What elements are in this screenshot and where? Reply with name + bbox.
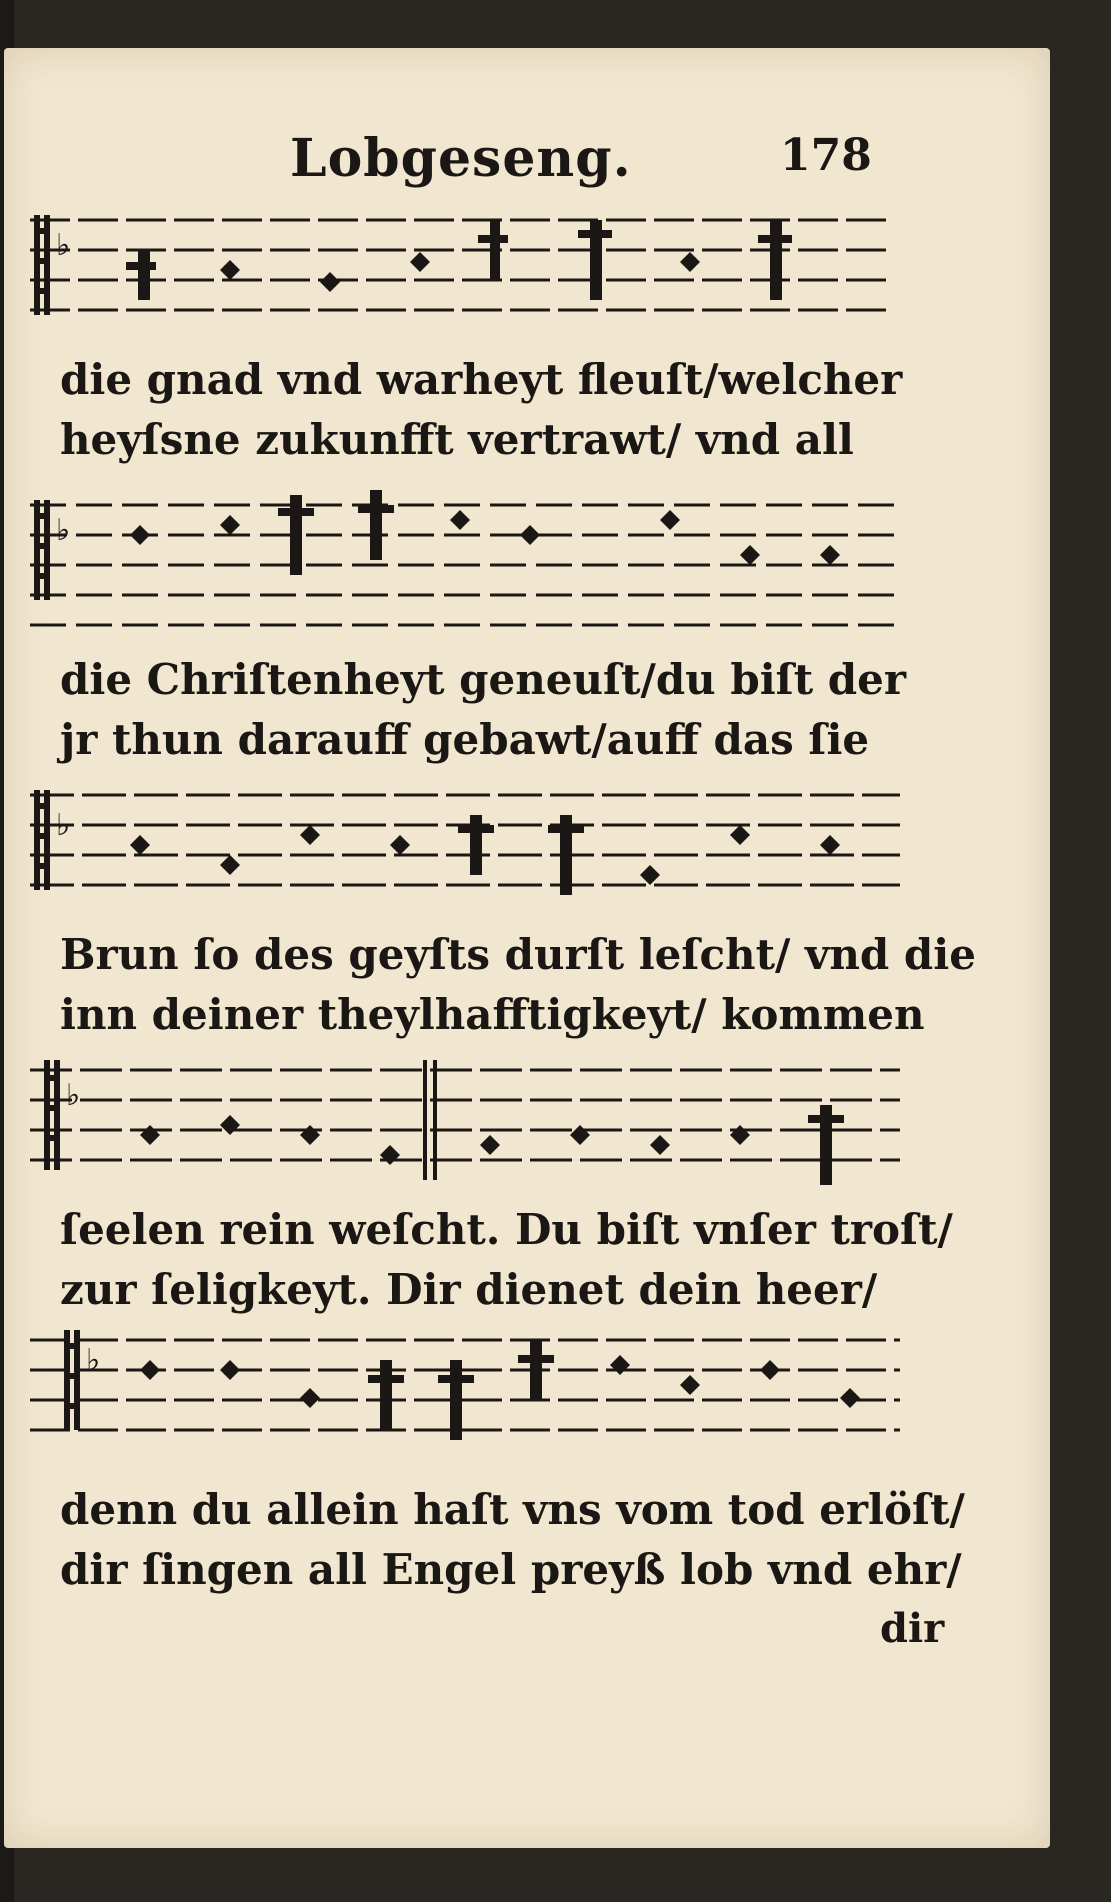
- lyric-line: ſeelen rein weſcht. Du biſt vnſer troſt/: [60, 1205, 953, 1254]
- lyrics-block-4: [60, 1200, 953, 1320]
- lyrics-block-2: [60, 650, 906, 770]
- svg-text:♭: ♭: [66, 1078, 81, 1113]
- clef-icon: [34, 215, 70, 315]
- catchword: dir: [880, 1605, 945, 1652]
- lyric-line: jr thun darauff gebawt/auff das ſie: [60, 715, 870, 764]
- clef-icon: [34, 500, 70, 600]
- lyrics-block-1: [60, 350, 902, 470]
- music-staff-3: [30, 780, 900, 920]
- lyric-line: zur ſeligkeyt. Dir dienet dein heer/: [60, 1265, 878, 1314]
- clef-icon: [64, 1330, 100, 1430]
- lyrics-block-5: [60, 1480, 965, 1600]
- page-number: 178: [780, 130, 872, 181]
- music-staff-5: [30, 1320, 900, 1460]
- page-header: [0, 120, 1111, 200]
- svg-text:♭: ♭: [56, 808, 71, 843]
- svg-text:♭: ♭: [56, 228, 71, 263]
- music-staff-1: [30, 200, 900, 340]
- lyric-line: die Chriſtenheyt geneuſt/du biſt der: [60, 655, 906, 704]
- lyric-line: inn deiner theylhafftigkeyt/ kommen: [60, 990, 925, 1039]
- clef-icon: [34, 790, 70, 890]
- lyrics-block-3: [60, 925, 976, 1045]
- music-staff-2: [30, 490, 900, 630]
- running-title: Lobgeseng.: [290, 128, 632, 189]
- clef-icon: [44, 1060, 80, 1170]
- svg-text:♭: ♭: [56, 513, 71, 548]
- lyric-line: heyſsne zukunfft vertrawt/ vnd all: [60, 415, 854, 464]
- notes: [140, 1340, 860, 1440]
- notes: [130, 490, 840, 575]
- notes: [126, 220, 792, 300]
- lyric-line: Brun ſo des geyſts durſt leſcht/ vnd die: [60, 930, 976, 979]
- double-barline: [425, 1060, 435, 1180]
- music-staff-4: [30, 1050, 900, 1190]
- lyric-line: die gnad vnd warheyt fleuſt/welcher: [60, 355, 903, 404]
- notes: [140, 1105, 844, 1185]
- svg-text:♭: ♭: [86, 1343, 101, 1378]
- lyric-line: denn du allein haſt vns vom tod erlöſt/: [60, 1485, 965, 1534]
- lyric-line: dir ſingen all Engel preyß lob vnd ehr/: [60, 1545, 962, 1594]
